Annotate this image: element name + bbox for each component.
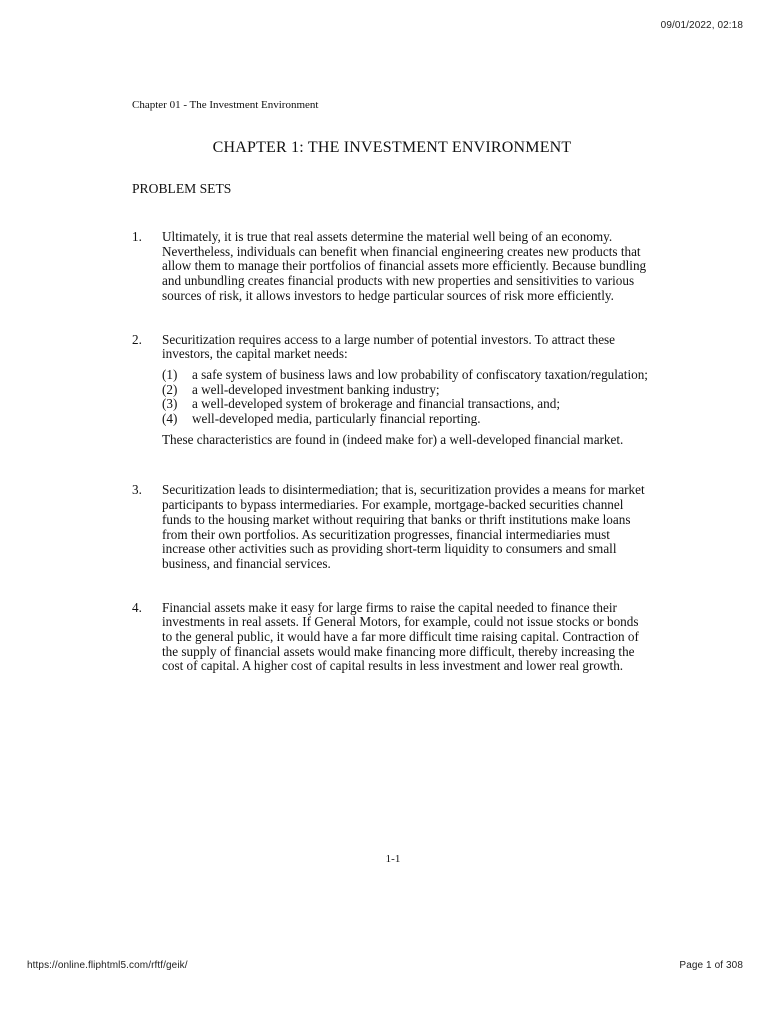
problem-2 (132, 333, 652, 448)
problem-body (162, 230, 652, 304)
document-page (132, 98, 652, 674)
list-item-label: (1) (162, 366, 178, 382)
running-header: Chapter 01 - The Investment Environment (132, 99, 319, 111)
problem-3 (132, 483, 652, 571)
problem-paragraph: Securitization requires access to a large number of potential investors. To attract these investors, the capital market needs: (162, 331, 616, 362)
problem-paragraph: Ultimately, it is true that real assets determine the material well being of an economy. Nevertheless, individuals can benefit when financial engineering creates new products that allow them to manage their portfolios of financial assets more efficiently. Because bundling and unbundling creates financial products with new properties and sensitivities to various sources of risk, it allows investors to hedge particular sources of risk more efficiently. (162, 229, 647, 303)
problem-closing-paragraph: These characteristics are found in (indeed make for) a well-developed financial market. (162, 431, 624, 447)
chapter-title: CHAPTER 1: THE INVESTMENT ENVIRONMENT (212, 139, 572, 156)
print-timestamp: 09/01/2022, 02:18 (660, 20, 743, 31)
problem-body (162, 483, 652, 571)
list-item-text: a safe system of business laws and low probability of confiscatory taxation/regulation; (192, 366, 648, 382)
problem-number: 1. (132, 229, 142, 244)
problem-4 (132, 601, 652, 675)
page-number: 1-1 (385, 853, 401, 865)
requirements-list (162, 368, 652, 427)
list-item (162, 383, 652, 398)
problem-body (162, 333, 652, 448)
problem-paragraph: Securitization leads to disintermediation; that is, securitization provides a means for market participants to bypass intermediaries. For example, mortgage-backed securities channel funds to the housing market without requiring that banks or thrift institutions make loans from their own portfolios. As securitization progresses, financial intermediaries must increase other activities such as providing short-term liquidity to consumers and small business, and financial services. (162, 482, 645, 571)
list-item (162, 368, 652, 383)
list-item-text: well-developed media, particularly financial reporting. (192, 411, 481, 427)
list-item-label: (4) (162, 411, 178, 427)
problem-paragraph: Financial assets make it easy for large firms to raise the capital needed to finance their investments in real assets. If General Motors, for example, could not issue stocks or bonds to the general public, it would have a far more difficult time raising capital. Contraction of the supply of financial assets would make financing more difficult, thereby increasing the cost of capital. A higher cost of capital results in less investment and lower real growth. (162, 599, 639, 674)
list-item (162, 412, 652, 427)
list-item (162, 397, 652, 412)
source-url-link[interactable]: https://online.fliphtml5.com/rftf/geik/ (27, 960, 188, 971)
problem-number: 3. (132, 482, 142, 498)
list-item-label: (3) (162, 396, 178, 412)
list-item-text: a well-developed system of brokerage and financial transactions, and; (192, 396, 561, 412)
problem-number: 4. (132, 599, 142, 615)
print-page-indicator: Page 1 of 308 (679, 960, 743, 971)
problem-number: 2. (132, 331, 142, 347)
problem-1 (132, 230, 652, 304)
list-item-label: (2) (162, 381, 178, 397)
list-item-text: a well-developed investment banking industry; (192, 381, 440, 397)
section-heading: PROBLEM SETS (132, 181, 232, 196)
problem-body (162, 601, 652, 675)
